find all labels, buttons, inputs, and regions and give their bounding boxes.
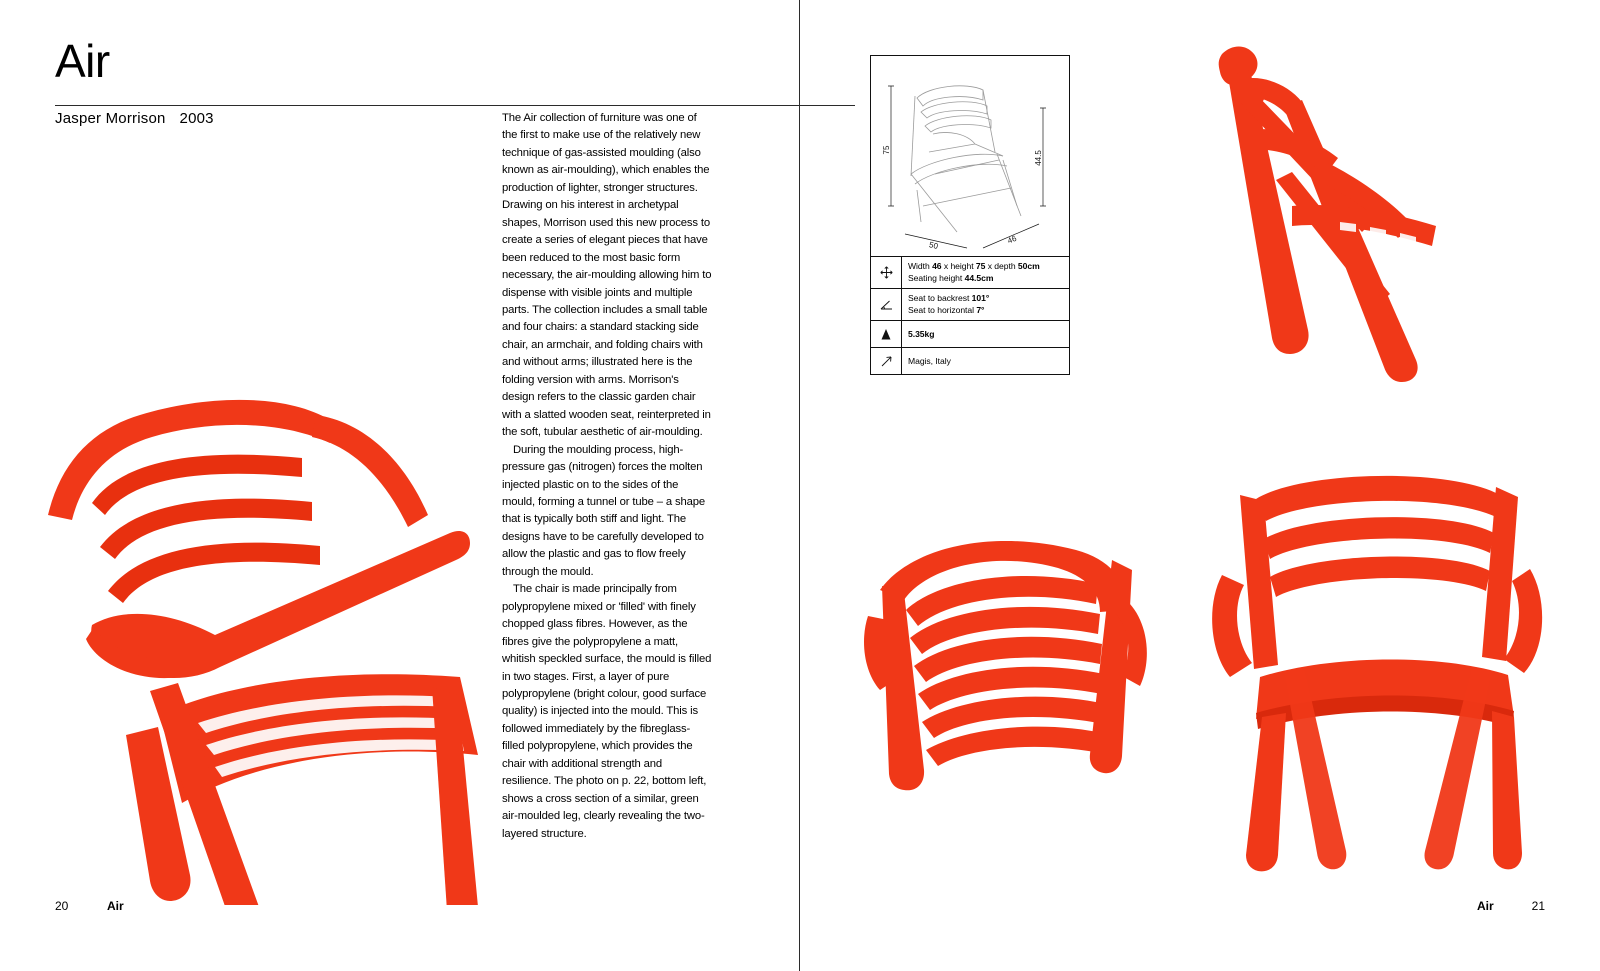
spec-dimensions-text <box>902 257 1046 288</box>
drawing-label-seat-height: 44.5 <box>1034 150 1043 166</box>
running-head-right: Air <box>1476 899 1494 913</box>
byline <box>55 110 214 127</box>
back-view-photo <box>860 520 1160 810</box>
spec-row-weight <box>871 321 1069 348</box>
drawing-label-depth: 50 <box>928 240 939 251</box>
page-title: Air <box>55 35 110 87</box>
page-number-left: 20 <box>55 899 69 913</box>
technical-drawing <box>871 56 1069 257</box>
body-text-column <box>502 110 712 843</box>
drawing-label-width: 46 <box>1006 233 1018 246</box>
page-gutter-rule <box>799 0 800 971</box>
spec-angle-line-1: Seat to backrest 101° <box>908 293 990 304</box>
title-rule-continuation <box>800 105 855 106</box>
body-paragraph-3: The chair is made principally from polypropylene mixed or 'filled' with finely chopped glass fibres. However, as the fibres give the polypropylene a matt, whitish speckled surface, the mould is filled in two stages. First, a layer of pure polypropylene (bright colour, good surface quality) is injected into the mould. This is followed immediately by the fibreglass-filled polypropylene, which provides the chair with additional strength and resilience. The photo on p. 22, bottom left, shows a cross section of a similar, green air-moulded leg, clearly revealing the two-layered structure. <box>502 583 712 840</box>
design-year: 2003 <box>179 110 214 127</box>
body-paragraph-2: During the moulding process, high-pressure gas (nitrogen) forces the molten injected plastic on to the sides of the mould, forming a tunnel or tube – a shape that is typically both stiff and light. The designs have to be carefully developed to allow the plastic and gas to flow freely through the mould. <box>502 443 705 578</box>
side-view-photo <box>1180 30 1540 450</box>
main-chair-photo <box>30 215 500 905</box>
spec-dimensions-line-1: Width 46 x height 75 x depth 50cm <box>908 261 1040 271</box>
dimensions-icon <box>871 257 902 288</box>
spec-row-angles <box>871 289 1069 321</box>
spec-row-dimensions <box>871 257 1069 289</box>
weight-icon <box>871 321 902 347</box>
spec-weight-line-1: 5.35kg <box>908 328 935 339</box>
designer-name: Jasper Morrison <box>55 110 166 127</box>
folio-left <box>55 899 124 913</box>
spec-dimensions-line-2: Seating height 44.5cm <box>908 272 994 283</box>
spec-angles-text <box>902 289 995 320</box>
spec-weight-text <box>902 325 940 345</box>
front-view-photo <box>1200 455 1560 875</box>
manufacturer-icon <box>871 348 902 374</box>
spec-angle-line-2: Seat to horizontal 7° <box>908 304 985 315</box>
spec-row-manufacturer <box>871 348 1069 374</box>
title-rule <box>55 105 800 106</box>
body-paragraph-1: The Air collection of furniture was one of the first to make use of the relatively new technique of gas-assisted moulding (also known as air-moulding), which enables the production of lighter, stronger structures. Drawing on his interest in archetypal shapes, Morrison used this new process to create a series of elegant pieces that have been reduced to the most basic form necessary, the air-moulding allowing him to dispense with visible joints and multiple parts. The collection includes a small table and four chairs: a standard stacking side chair, an armchair, and folding chairs with and without arms; illustrated here is the folding version with arms. Morrison's design refers to the classic garden chair with a slatted wooden seat, reinterpreted in the soft, tubular aesthetic of air-moulding. <box>502 112 712 439</box>
angle-icon <box>871 289 902 320</box>
spec-manufacturer-text <box>902 352 957 372</box>
right-page <box>800 0 1600 971</box>
folio-right <box>1477 899 1545 913</box>
page-number-right: 21 <box>1531 899 1545 913</box>
drawing-label-height: 75 <box>882 145 891 155</box>
specification-table <box>870 55 1070 375</box>
spec-manufacturer-line-1: Magis, Italy <box>908 355 951 366</box>
running-head-left: Air <box>107 899 124 913</box>
